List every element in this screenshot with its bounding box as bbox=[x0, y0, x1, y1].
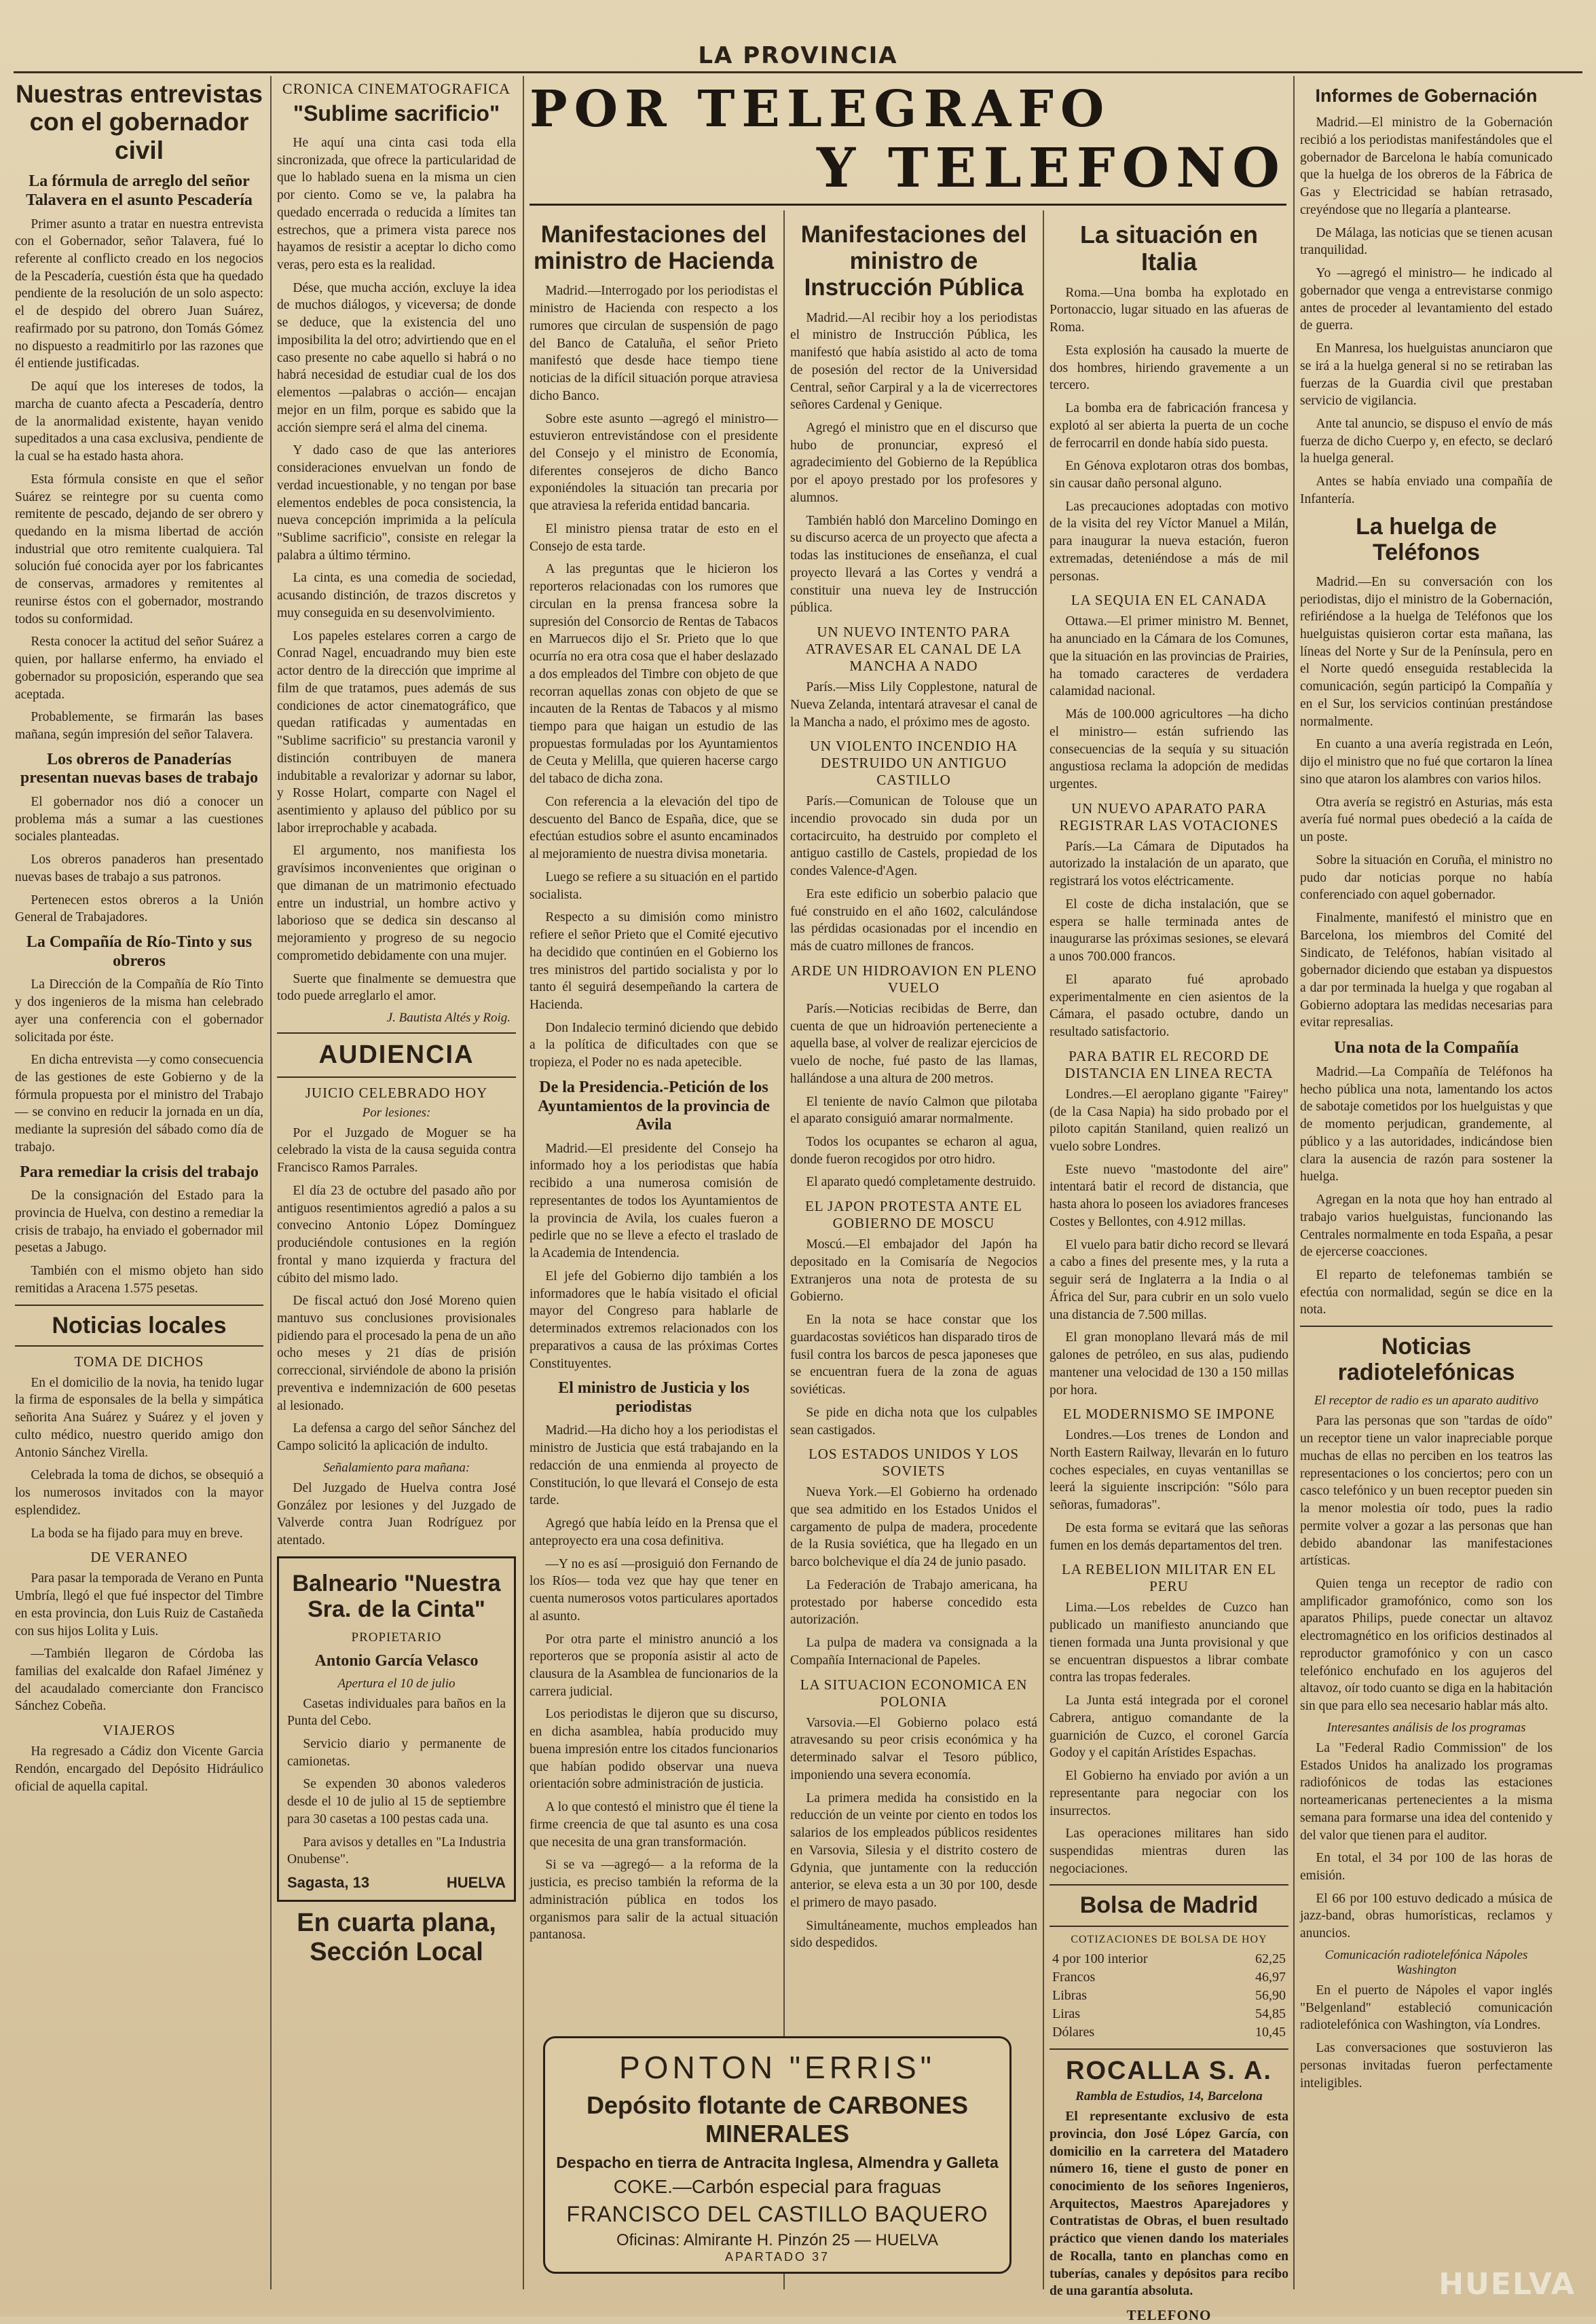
subhead-modernismo: EL MODERNISMO SE IMPONE bbox=[1062, 1406, 1276, 1423]
column-3 bbox=[530, 217, 778, 2296]
paragraph: Con referencia a la elevación del tipo de descuento del Banco de España, dice, que se efectúan estudios sobre el asunto encaminados al mejoramiento de nuestra divisa monetaria. bbox=[530, 794, 778, 862]
subhead-toma-dichos: TOMA DE DICHOS bbox=[74, 1353, 204, 1370]
rate-value: 46,97 bbox=[1255, 1969, 1286, 1985]
paragraph: Yo —agregó el ministro— he indicado al gobernador que venga a entrevistarse conmigo antes de proceder al levantamiento del estado de guerra. bbox=[1300, 266, 1553, 333]
paragraph: He aquí una cinta casi toda ella sincronizada, que ofrece la particularidad de que lo hablado suena en la misma un cien por ciento. Como se ve, la palabra ha quedado encerrada o reducida a límites tan estrechos, que a primera vista parece nos hayamos de resistir a aceptar lo dicho como veras, pero esta es la realidad. bbox=[277, 135, 516, 272]
subhead-canal-mancha: UN NUEVO INTENTO PARA ATRAVESAR EL CANAL DE LA MANCHA A NADO bbox=[805, 624, 1022, 675]
paragraph: Sobre la situación en Coruña, el ministro no pudo dar noticias porque no había conferenciado con aquel gobernador. bbox=[1300, 852, 1553, 903]
paragraph: Si se va —agregó— a la reforma de la justicia, es preciso también la reforma de la administración pública en todos los organismos para salir de la actual situación pantanosa. bbox=[530, 1858, 778, 1943]
ad-ponton-title: PONTON "ERRIS" bbox=[619, 2050, 935, 2085]
paragraph: El gran monoplano llevará más de mil galones de petróleo, en sus alas, pudiendo mantener una velocidad de 130 a 150 millas por hora. bbox=[1050, 1330, 1288, 1398]
paragraph: La primera medida ha consistido en la reducción de un veinte por ciento en todos los salarios de los empleados públicos residentes en Varsovia, Silesia y el distrito costero de Gdynia, que juntamente con la reducción anterior, se eleva esta a un 30 por 100, desde el primero de mayo pasado. bbox=[790, 1791, 1037, 1910]
headline-noticias-locales: Noticias locales bbox=[52, 1312, 227, 1338]
paragraph: De aquí que los intereses de todos, la marcha de cuanto afecta a Pescadería, dentro de la anormalidad existente, hayan venido supeditados a una casa exclusiva, pendiente de la cual se ha estado hasta ahora. bbox=[15, 379, 263, 464]
section-rule bbox=[1050, 2048, 1288, 2050]
paragraph: El coste de dicha instalación, que se espera se halle terminada antes de inaugurarse las próximas sesiones, se elevará a unos 700.000 francos. bbox=[1050, 897, 1288, 964]
ad-rocalla-title: ROCALLA S. A. bbox=[1066, 2056, 1272, 2085]
ad-ponton-erris bbox=[543, 2036, 1012, 2274]
banner-rule bbox=[530, 204, 1286, 206]
paragraph: Los periodistas le dijeron que su discurso, en dicha asamblea, había producido muy buena impresión entre los citados funcionarios que habían podido observar una nueva orientación sobre administración de justicia. bbox=[530, 1707, 778, 1792]
bolsa-table bbox=[1050, 1950, 1288, 2042]
paragraph: El aparato quedó completamente destruido. bbox=[806, 1175, 1036, 1190]
paragraph: Simultáneamente, muchos empleados han sido despedidos. bbox=[790, 1918, 1037, 1951]
ad-balneario-city: HUELVA bbox=[446, 1874, 506, 1892]
paragraph: Era este edificio un soberbio palacio que fué construido en el año 1602, calculándose las pérdidas ocasionadas por el incendio en más de cuatro millones de francos. bbox=[790, 886, 1037, 954]
subhead-analisis: Interesantes análisis de los programas bbox=[1326, 1720, 1526, 1735]
paragraph: El día 23 de octubre del pasado año por antiguos resentimientos agredió a palos a su convecino Antonio López Domínguez produciéndole contusiones en la región frontal y mano izquierda y fractura del cúbito del mismo lado. bbox=[277, 1183, 516, 1286]
running-head: LA PROVINCIA bbox=[698, 42, 898, 69]
paragraph: París.—Comunican de Tolouse que un incendio provocado sin duda por un cortacircuito, ha destruido por completo el antiguo castillo de Castels, propiedad de los condes Valence-d'Agen. bbox=[790, 794, 1037, 879]
section-rule bbox=[1300, 1326, 1553, 1327]
column-divider bbox=[1293, 76, 1295, 2289]
bolsa-subtitle: COTIZACIONES DE BOLSA DE HOY bbox=[1071, 1933, 1267, 1945]
paragraph: A lo que contestó el ministro que él tiene la firme creencia de que tal asunto es una cosa que necesita de una gran transformación. bbox=[530, 1800, 778, 1850]
ad-balneario-title: Balneario "Nuestra Sra. de la Cinta" bbox=[292, 1570, 501, 1622]
paragraph: Londres.—Los trenes de London and North Eastern Railway, llevarán en lo futuro coches especiales, en cuyas ventanillas se leerá la siguiente inscripción: "Sólo para señoras, fumadoras". bbox=[1050, 1428, 1288, 1513]
rate-label: 4 por 100 interior bbox=[1052, 1951, 1148, 1966]
paragraph: Del Juzgado de Huelva contra José González por lesiones y del Juzgado de Valverde contra Juan Rodríguez por atentado. bbox=[277, 1480, 516, 1548]
ad-ponton-line: Despacho en tierra de Antracita Inglesa, Almendra y Galleta bbox=[556, 2154, 999, 2171]
paragraph: El 66 por 100 estuvo dedicado a música de jazz-band, obras humorísticas, reclamos y anuncios. bbox=[1300, 1891, 1553, 1941]
paragraph: Luego se refiere a su situación en el partido socialista. bbox=[530, 869, 778, 902]
paragraph: Pertenecen estos obreros a la Unión General de Trabajadores. bbox=[15, 893, 263, 925]
rate-value: 54,85 bbox=[1255, 2006, 1286, 2021]
paragraph: Sobre este asunto —agregó el ministro— estuvieron entrevistándose con el presidente del Consejo y el ministro de Economía, diferentes consejeros de dicho Banco exponiéndoles la situación tan precaria por que atraviesa la referida entidad bancaria. bbox=[530, 411, 778, 514]
banner-line-1: POR TELEGRAFO bbox=[530, 80, 1111, 138]
rate-label: Francos bbox=[1052, 1969, 1096, 1985]
ad-balneario-line: Casetas individuales para baños en la Punta del Cebo. bbox=[287, 1696, 506, 1729]
paragraph: Por el Juzgado de Moguer se ha celebrado la vista de la causa seguida contra Francisco Ramos Parrales. bbox=[277, 1125, 516, 1176]
paragraph: Madrid.—El ministro de la Gobernación recibió a los periodistas manifestándoles que el gobernador de Barcelona le había comunicado que la huelga de los obreros de la Fábrica de Gas y Electricidad se habían retrasado, creyéndose que no llegaría a plantearse. bbox=[1300, 115, 1553, 217]
rate-label: Liras bbox=[1052, 2006, 1081, 2021]
paragraph: Este nuevo "mastodonte del aire" intentará batir el record de distancia, que hasta ahora lo poseen los aviadores franceses Costes y Bellontes, con 4.912 millas. bbox=[1050, 1162, 1288, 1229]
paragraph: La Junta está integrada por el coronel Cabrera, antiguo comandante de la guarnición de Cuzco, el coronel García Godoy y el capitán Arístides Espachas. bbox=[1050, 1693, 1288, 1761]
subhead-juicio: JUICIO CELEBRADO HOY bbox=[305, 1084, 488, 1101]
column-divider bbox=[783, 210, 785, 2289]
header-rule bbox=[14, 71, 1582, 73]
subhead-lesiones: Por lesiones: bbox=[362, 1105, 431, 1120]
headline-gobernador: Nuestras entrevistas con el gobernador civil bbox=[15, 80, 263, 164]
subhead-panaderias: Los obreros de Panaderías presentan nuevas bases de trabajo bbox=[20, 750, 259, 787]
headline-audiencia: AUDIENCIA bbox=[318, 1041, 475, 1070]
paragraph: Madrid.—Al recibir hoy a los periodistas el ministro de Instrucción Pública, les manifestó que había asistido al acto de toma de posesión del rector de la Universidad Central, señor Carpiral y a la de vicerrectores señores Cardenal y Genique. bbox=[790, 310, 1037, 413]
ad-cuarta-plana: En cuarta plana, Sección Local bbox=[297, 1909, 496, 1966]
section-cronica: CRONICA CINEMATOGRAFICA bbox=[282, 80, 511, 97]
paragraph: De esta forma se evitará que las señoras fumen en los demás departamentos del tren. bbox=[1050, 1520, 1288, 1553]
paragraph: Agregan en la nota que hoy han entrado al trabajo varios huelguistas, funcionando las Centrales normalmente en toda España, a pesar de ejercerse coacciones. bbox=[1300, 1193, 1553, 1260]
paragraph: El vuelo para batir dicho record se llevará a cabo a fines del presente mes, y la ruta a seguir será de Inglaterra a la India o al África del Sur, para cubrir en un solo vuelo una distancia de 7.500 millas. bbox=[1050, 1237, 1288, 1322]
paragraph: Madrid.—En su conversación con los periodistas, dijo el ministro de la Gobernación, refiriéndose a la huelga de Teléfonos que los huelguistas quisieron cortar esta mañana, las líneas del Norte y Sur de la Península, pero en el Norte quedó enseguida restablecida la comunicación, según participó la Compañía y en el Sur, los servicios continúan prestándose normalmente. bbox=[1300, 574, 1553, 729]
rate-value: 56,90 bbox=[1255, 1987, 1286, 2003]
column-divider bbox=[523, 76, 524, 2289]
paragraph: Respecto a su dimisión como ministro refiere el señor Prieto que el Comité ejecutivo ha decidido que continúen en el Gobierno los tres ministros del partido socialista y por lo tanto él seguirá desempeñando la cartera de Hacienda. bbox=[530, 910, 778, 1013]
subhead-incendio: UN VIOLENTO INCENDIO HA DESTRUIDO UN ANTIGUO CASTILLO bbox=[809, 738, 1018, 789]
paragraph: La cinta, es una comedia de sociedad, acusando distinción, de trazos discretos y muy conseguida en su desenvolvimiento. bbox=[277, 571, 516, 620]
paragraph: De la consignación del Estado para la provincia de Huelva, con destino a remediar la crisis de trabajo, ha enviado el gobernador mil pesetas a Jabugo. bbox=[15, 1188, 263, 1256]
paragraph: Agregó que había leído en la Prensa que el anteproyecto era una cosa definitiva. bbox=[530, 1516, 778, 1548]
paragraph: En el puerto de Nápoles el vapor inglés "Belgenland" estableció comunicación radiotelefónica con Washington, vía Londres. bbox=[1300, 1983, 1553, 2033]
paragraph: Roma.—Una bomba ha explotado en Portonaccio, lugar situado en las afueras de Roma. bbox=[1050, 285, 1288, 335]
ad-rocalla-phone: TELEFONO bbox=[1126, 2307, 1212, 2324]
subhead-nota-compania: Una nota de la Compañía bbox=[1333, 1038, 1519, 1057]
subhead-napoles: Comunicación radiotelefónica Nápoles Washington bbox=[1324, 1947, 1528, 1977]
paragraph: Las precauciones adoptadas con motivo de la visita del rey Víctor Manuel a Milán, para inaugurar la nueva estación, fueron extremadas, deteniéndose a más de mil personas. bbox=[1050, 499, 1288, 584]
subhead-sequia: LA SEQUIA EN EL CANADA bbox=[1071, 592, 1267, 609]
subhead-viajeros: VIAJEROS bbox=[103, 1722, 176, 1739]
paragraph: Probablemente, se firmarán las bases mañana, según impresión del señor Talavera. bbox=[15, 710, 263, 743]
ad-balneario-line: Se expenden 30 abonos valederos desde el 10 de julio al 15 de septiembre para 30 casetas a 100 pestas cada una. bbox=[287, 1777, 506, 1826]
headline-gobernacion: Informes de Gobernación bbox=[1315, 86, 1538, 106]
rate-value: 62,25 bbox=[1255, 1951, 1286, 1966]
table-row bbox=[1050, 1987, 1288, 2005]
subhead-polonia: LA SITUACION ECONOMICA EN POLONIA bbox=[800, 1676, 1028, 1710]
subhead-estados-unidos: LOS ESTADOS UNIDOS Y LOS SOVIETS bbox=[808, 1446, 1020, 1480]
section-rule bbox=[15, 1345, 263, 1347]
ad-balneario-address: Sagasta, 13 bbox=[287, 1874, 370, 1892]
paragraph: La defensa a cargo del señor Sánchez del Campo solicitó la aplicación de indulto. bbox=[277, 1421, 516, 1454]
section-rule bbox=[1050, 1884, 1288, 1886]
paragraph: Lima.—Los rebeldes de Cuzco han publicado un manifiesto anunciando que tienen formada una Junta provisional y que se encuentran dispuestos a librar combate contra las tropas federales. bbox=[1050, 1600, 1288, 1685]
subhead-senalamiento: Señalamiento para mañana: bbox=[322, 1460, 470, 1475]
paragraph: En total, el 34 por 100 de las horas de emisión. bbox=[1300, 1851, 1553, 1883]
column-5 bbox=[1050, 217, 1288, 2324]
paragraph: París.—Miss Lily Copplestone, natural de Nueva Zelanda, intentará atravesar el canal de la Mancha a nado, el próximo mes de agosto. bbox=[790, 680, 1037, 730]
ad-balneario-opening: Apertura el 10 de julio bbox=[337, 1676, 456, 1691]
paragraph: Madrid.—Interrogado por los periodistas el ministro de Hacienda con respecto a los rumores que circulan de suspensión de pago del Banco de Cataluña, el señor Prieto manifestó que desde hace tiempo tiene noticias de la difícil situación porque atraviesa dicho Banco. bbox=[530, 284, 778, 403]
section-rule bbox=[277, 1076, 516, 1078]
subhead-pescaderia: La fórmula de arreglo del señor Talavera en el asunto Pescadería bbox=[26, 172, 253, 209]
paragraph: Don Indalecio terminó diciendo que debido a la política de dificultades con que se tropieza, el Poder no es nada apetecible. bbox=[530, 1020, 778, 1070]
subhead-presidencia: De la Presidencia.-Petición de los Ayuntamientos de la provincia de Avila bbox=[538, 1078, 770, 1134]
table-row bbox=[1050, 2005, 1288, 2023]
paragraph: Ha regresado a Cádiz don Vicente Garcia Rendón, encargado del Depósito Hidráulico oficial de aquella capital. bbox=[15, 1744, 263, 1794]
table-row bbox=[1050, 2023, 1288, 2042]
paragraph: Varsovia.—El Gobierno polaco está atravesando su peor crisis económica y ha determinado salvar el Tesoro público, imponiendo una severa economía. bbox=[790, 1715, 1037, 1782]
ad-ponton-line: COKE.—Carbón especial para fraguas bbox=[613, 2176, 942, 2197]
subhead-crisis-trabajo: Para remediar la crisis del trabajo bbox=[20, 1163, 259, 1181]
paragraph: Esta fórmula consiste en que el señor Suárez se reintegre por su cuenta como remitente de pescado, dejando de ser obrero y quedando en la misma libertad de acción industrial que otro remitente cualquiera. Tal solución fué conocida ayer por los fabricantes de conservas, armadores y remitentes al reunirse éstos con el gobernador, mostrando todos su conformidad. bbox=[15, 472, 263, 626]
paragraph: El aparato fué aprobado experimentalmente en cien asientos de la Cámara, el pasado octubre, dando un resultado satisfactorio. bbox=[1050, 972, 1288, 1040]
paragraph: El ministro piensa tratar de esto en el Consejo de esta tarde. bbox=[530, 521, 778, 554]
paragraph: También con el mismo objeto han sido remitidas a Aracena 1.575 pesetas. bbox=[15, 1264, 263, 1296]
paragraph: Todos los ocupantes se echaron al agua, donde fueron recogidos por otro hidro. bbox=[790, 1135, 1037, 1167]
subhead-justicia: El ministro de Justicia y los periodistas bbox=[558, 1379, 749, 1416]
banner bbox=[530, 80, 1286, 209]
ad-balneario-line: Servicio diario y permanente de camionetas. bbox=[287, 1737, 506, 1769]
paragraph: El gobernador nos dió a conocer un problema más a sumar a las cuestiones sociales planteadas. bbox=[15, 794, 263, 844]
subhead-hidroavion: ARDE UN HIDROAVION EN PLENO VUELO bbox=[790, 962, 1037, 996]
paragraph: Más de 100.000 agricultores —ha dicho el ministro— están sufriendo las consecuencias de la sequía y su situación angustiosa reclama la adopción de medidas urgentes. bbox=[1050, 707, 1288, 791]
paragraph: La Federación de Trabajo americana, ha protestado por haberse concedido esta autorización. bbox=[790, 1577, 1037, 1628]
paragraph: En dicha entrevista —y como consecuencia de las gestiones de este Gobierno y de la fórmula propuesta por el ministro del Trabajo— se convino en reducir la jornada en un día, mediante la supresión del sábado como día de trabajo. bbox=[15, 1053, 263, 1155]
paragraph: Madrid.—Ha dicho hoy a los periodistas el ministro de Justicia que está trabajando en la redacción de una enmienda al proyecto de Constitución, lo que llevará el Consejo de esta tarde. bbox=[530, 1423, 778, 1508]
paragraph: Suerte que finalmente se demuestra que todo puede arreglarlo el amor. bbox=[277, 971, 516, 1004]
paragraph: —También llegaron de Córdoba las familias del exalcalde don Rafael Jiménez y del acaudalado comerciante don Francisco Sánchez Cobeña. bbox=[15, 1647, 263, 1714]
paragraph: Nueva York.—El Gobierno ha ordenado que sea admitido en los Estados Unidos el cargamento de pulpa de madera, procedente de la Rusia soviética, que ha llegado en un barco bolchevique el día 24 de junio pasado. bbox=[790, 1485, 1037, 1570]
paragraph: Londres.—El aeroplano gigante "Fairey" (de la Casa Napia) ha sido probado por el piloto capitán Staniland, quien realizó un vuelo sobre Londres. bbox=[1050, 1087, 1288, 1154]
subhead-receptor: El receptor de radio es un aparato auditivo bbox=[1314, 1393, 1539, 1408]
byline: J. Bautista Altés y Roig. bbox=[386, 1011, 511, 1026]
ad-ponton-subtitle: Depósito flotante de CARBONES MINERALES bbox=[586, 2091, 969, 2148]
headline-sublime-sacrificio: "Sublime sacrificio" bbox=[293, 101, 500, 126]
paragraph: Celebrada la toma de dichos, se obsequió a los numerosos invitados con la mayor esplendidez. bbox=[15, 1468, 263, 1518]
paragraph: Moscú.—El embajador del Japón ha depositado en la Comisaría de Negocios Extranjeros una nota de protesta de su Gobierno. bbox=[790, 1237, 1037, 1305]
paragraph: Ante tal anuncio, se dispuso el envío de más fuerza de dicho Cuerpo y, en efecto, se declaró la huelga general. bbox=[1300, 416, 1553, 466]
section-rule bbox=[277, 1032, 516, 1034]
ad-ponton-owner: FRANCISCO DEL CASTILLO BAQUERO bbox=[566, 2202, 988, 2226]
section-rule bbox=[15, 1305, 263, 1306]
headline-instruccion: Manifestaciones del ministro de Instrucción Pública bbox=[800, 221, 1027, 301]
ad-rocalla-address: Rambla de Estudios, 14, Barcelona bbox=[1075, 2089, 1263, 2104]
paragraph: En cuanto a una avería registrada en León, dijo el ministro que no fué que cortaron la línea sino que ataron los alambres con varios hilos. bbox=[1300, 737, 1553, 787]
table-row bbox=[1050, 1950, 1288, 1968]
paragraph: El teniente de navío Calmon que pilotaba el aparato consiguió amarar normalmente. bbox=[790, 1094, 1037, 1127]
paragraph: Finalmente, manifestó el ministro que en Barcelona, los miembros del Comité del Sindicato, de Teléfonos, habían visitado al gobernador diciendo que estaban ya dispuestos a dar por terminada la huelga y que rogaban al Gobierno adoptara las medidas necesarias para evitar represalias. bbox=[1300, 911, 1553, 1030]
column-divider bbox=[1043, 210, 1044, 2289]
paragraph: Para las personas que son "tardas de oído" un receptor tiene un valor inapreciable porque muchas de ellas no perciben en los teatros las representaciones o los conciertos; pero con un casco telefónico y un buen receptor pueden sin la menor molestia oír todo, pues la radio permite volver a gozar a las personas que han debido abandonar las manifestaciones artísticas. bbox=[1300, 1414, 1553, 1569]
paragraph: El Gobierno ha enviado por avión a un representante para negociar con los insurrectos. bbox=[1050, 1769, 1288, 1818]
paragraph: En Génova explotaron otras dos bombas, sin causar daño personal alguno. bbox=[1050, 459, 1288, 491]
paragraph: La "Federal Radio Commission" de los Estados Unidos ha analizado los programas radiofónicos de todas las estaciones norteamericanas pertenecientes a la misma semana para formarse una idea del contenido y del valor que tienen para el auditor. bbox=[1300, 1740, 1553, 1843]
paragraph: Otra avería se registró en Asturias, más esta avería fué normal pues obedeció a la caída de un poste. bbox=[1300, 795, 1553, 845]
paragraph: Ottawa.—El primer ministro M. Bennet, ha anunciado en la Cámara de los Comunes, que la situación en las provincias de Prairies, ha tomado caracteres de verdadera calamidad nacional. bbox=[1050, 614, 1288, 699]
paragraph: París.—Noticias recibidas de Berre, dan cuenta de que un hidroavión perteneciente a aquella base, al volver de realizar ejercicios de vuelo de noche, fué pasto de las llamas, hallándose a una altura de 200 metros. bbox=[790, 1001, 1037, 1086]
paragraph: Para pasar la temporada de Verano en Punta Umbría, llegó el que fué inspector del Timbre en esta provincia, don Luis Ruiz de Castañeda con sus hijos Lolita y Luis. bbox=[15, 1571, 263, 1638]
paragraph: —Y no es así —prosiguió don Fernando de los Ríos— toda vez que hay que tener en cuenta numerosos votos particulares aportados al asunto. bbox=[530, 1556, 778, 1624]
paragraph: La pulpa de madera va consignada a la Compañía Internacional de Papeles. bbox=[790, 1636, 1037, 1668]
subhead-huelga-telefonos: La huelga de Teléfonos bbox=[1356, 513, 1497, 565]
paragraph: Agregó el ministro que en el discurso que hubo de pronunciar, expresó el agradecimiento del Gobierno de la República por el apoyo prestado por los profesores y alumnos. bbox=[790, 420, 1037, 505]
rate-label: Dólares bbox=[1052, 2024, 1095, 2040]
paragraph: El jefe del Gobierno dijo también a los informadores que le había visitado el oficial mayor del Congreso para hablarle de determinados extremos relacionados con los preparativos a causa de las próximas Cortes Constituyentes. bbox=[530, 1269, 778, 1371]
paragraph: Los obreros panaderos han presentado nuevas bases de trabajo a sus patronos. bbox=[15, 852, 263, 884]
rate-value: 10,45 bbox=[1255, 2024, 1286, 2040]
ad-balneario-owner-label: PROPIETARIO bbox=[351, 1630, 442, 1645]
paragraph: Antes se había enviado una compañía de Infantería. bbox=[1300, 474, 1553, 506]
paragraph: Por otra parte el ministro anunció a los reporteros que se proponía asistir al acto de clausura de la Asamblea de funcionarios de la carrera judicial. bbox=[530, 1632, 778, 1699]
paragraph: Dése, que mucha acción, excluye la idea de muchos diálogos, y viceversa; de donde se deduce, que la existencia del uno imposibilita la del otro; advirtiendo que en el caso presente no cabe aquello si habrá o no habrá necesidad de estudiar cual de los dos elementos —palabras o acción— encajan mejor en un film, porque es sabido que la acción siempre será el alma del cinema. bbox=[277, 280, 516, 435]
archive-watermark: HUELVA bbox=[1439, 2267, 1576, 2302]
banner-line-2: Y TELEFONO bbox=[817, 136, 1286, 200]
paragraph: Madrid.—La Compañía de Teléfonos ha hecho pública una nota, lamentando los actos de sabotaje cometidos por los huelguistas y que de momento perjudican, grandemente, al público y a las autoridades, indicándose bien clara la ausencia de razón para sostener la huelga. bbox=[1300, 1064, 1553, 1184]
paragraph: La Dirección de la Compañía de Río Tinto y dos ingenieros de la misma han celebrado ayer una conferencia con el gobernador solicitada por éste. bbox=[15, 977, 263, 1045]
paragraph: La bomba era de fabricación francesa y explotó al ser abierta la puerta de un coche de ferrocarril en donde había sido puesta. bbox=[1050, 401, 1288, 451]
paragraph: Madrid.—El presidente del Consejo ha informado hoy a los periodistas que había recibido a una numerosa comisión de representantes de todos los Ayuntamientos de la provincia de Avila, los cuales fueron a pedirle que no se lleve a efecto el traslado de la Academia de Intendencia. bbox=[530, 1141, 778, 1261]
paragraph: En el domicilio de la novia, ha tenido lugar la firma de esponsales de la bella y simpática señorita Ana Suárez y Suárez y el joven y culto médico, nuestro querido amigo don Antonio Sánchez Virella. bbox=[15, 1375, 263, 1460]
column-divider bbox=[270, 76, 272, 2289]
subhead-peru: LA REBELION MILITAR EN EL PERU bbox=[1061, 1561, 1277, 1595]
paragraph: El argumento, nos manifiesta los gravísimos inconvenientes que originan o que dimanan de un matrimonio efectuado entre un industrial, un hombre activo y laborioso que se dedica sin descanso al mejoramiento y progreso de su negocio comprometido debidamente con una mujer. bbox=[277, 844, 516, 963]
subhead-veraneo: DE VERANEO bbox=[90, 1549, 188, 1566]
headline-bolsa: Bolsa de Madrid bbox=[1079, 1892, 1259, 1919]
paragraph: El reparto de telefonemas también se efectúa con normalidad, según se dice en la nota. bbox=[1300, 1268, 1553, 1317]
paragraph: Resta conocer la actitud del señor Suárez a quien, por hallarse enfermo, ha enviado el gobernador su proposición, esperando que sea aceptada. bbox=[15, 635, 263, 702]
paragraph: Primer asunto a tratar en nuestra entrevista con el Gobernador, señor Talavera, fué lo referente al conflicto creado en los negocios de la Pescadería, cuestión ésta que ha quedado pendiente de la resolución de un solo aspecto: el de despido del obrero Juan Suárez, reafirmado por su patrono, don Tomás Gómez no dispuesto a readmitirlo por las razones que él entiende justificadas. bbox=[15, 217, 263, 371]
paragraph: Y dado caso de que las anteriores consideraciones envuelvan un fondo de verdad incuestionable, y no tengan por base elementos endebles de poca consistencia, la nueva concepción imprimida a la película "Sublime sacrificio", consiste en relegar la palabra a último término. bbox=[277, 443, 516, 563]
ad-balneario-line: Para avisos y detalles en "La Industria Onubense". bbox=[287, 1835, 506, 1867]
ad-balneario-owner: Antonio García Velasco bbox=[314, 1651, 479, 1670]
paragraph: París.—La Cámara de Diputados ha autorizado la instalación de un aparato, que registrará los votos eléctricamente. bbox=[1050, 839, 1288, 889]
paragraph: Los papeles estelares corren a cargo de Conrad Nagel, encuadrando muy bien este actor dentro de la dirección que imprime al film de que tratamos, pues además de sus condiciones de actor cinematográfico, que quedan ratificadas y aumentadas en "Sublime sacrificio" su prestancia varonil y distinción contribuyen de manera indubitable a revalorizar y adornar su labor, y Rosse Holart, comparte con Nagel el asentimiento y aplauso del público por su labor irreprochable y acabada. bbox=[277, 629, 516, 836]
ad-balneario-footer bbox=[287, 1874, 506, 1892]
headline-hacienda: Manifestaciones del ministro de Hacienda bbox=[534, 221, 774, 275]
subhead-votaciones: UN NUEVO APARATO PARA REGISTRAR LAS VOTACIONES bbox=[1059, 800, 1279, 833]
paragraph: De Málaga, las noticias que se tienen acusan tranquilidad. bbox=[1300, 225, 1553, 258]
paragraph: También habló don Marcelino Domingo en su discurso acerca de un proyecto que afecta a todas las instituciones de enseñanza, el cual proyecto llevará a las Cortes y vendrá a constituir una nueva ley de Instrucción pública. bbox=[790, 513, 1037, 616]
table-row bbox=[1050, 1968, 1288, 1987]
ad-ponton-apartado: APARTADO 37 bbox=[724, 2250, 830, 2264]
column-4 bbox=[790, 217, 1037, 2025]
ad-balneario bbox=[277, 1556, 516, 1902]
column-6 bbox=[1300, 76, 1553, 2296]
ad-rocalla-body: El representante exclusivo de esta provincia, don José López García, con domicilio en la carretera del Matadero número 16, tiene el gusto de poner en conocimiento de los señores Ingenieros, Arquitectos, Maestros Aparejadores y Contratistas de Obras, el buen resultado práctico que vienen dando los materiales de Rocalla, tanto en planchas como en tuberías, canales y depósitos para recibo de una garantía absoluta. bbox=[1050, 2110, 1288, 2299]
paragraph: Esta explosión ha causado la muerte de dos hombres, hiriendo gravemente a un tercero. bbox=[1050, 343, 1288, 393]
column-1 bbox=[15, 76, 263, 2296]
section-rule bbox=[1050, 1926, 1288, 1927]
column-2 bbox=[277, 76, 516, 2296]
paragraph: De fiscal actuó don José Moreno quien mantuvo sus conclusiones provisionales pidiendo para el procesado la pena de un año ocho meses y 21 días de prisión correccional, sirviéndole de abono la prisión preventiva e indemnización de 600 pesetas al lesionado. bbox=[277, 1294, 516, 1413]
paragraph: Las conversaciones que sostuvieron las personas invitadas fueron perfectamente inteligibles. bbox=[1300, 2041, 1553, 2091]
paragraph: Se pide en dicha nota que los culpables sean castigados. bbox=[790, 1405, 1037, 1438]
ad-ponton-address: Oficinas: Almirante H. Pinzón 25 — HUELVA bbox=[616, 2231, 938, 2249]
headline-italia: La situación en Italia bbox=[1079, 221, 1259, 276]
paragraph: Las operaciones militares han sido suspendidas mientras duren las negociaciones. bbox=[1050, 1826, 1288, 1876]
headline-radiotelefonicas: Noticias radiotelefónicas bbox=[1337, 1334, 1515, 1386]
paragraph: A las preguntas que le hicieron los reporteros relacionadas con los rumores que circulan en la prensa francesa sobre la supresión del Consorcio de Rentas de Tabacos en Marruecos dijo el Sr. Prieto que lo que ocurría no era otra cosa que el haber deslazado a dos empleados del Timbre con objeto de que recorran aquellas zonas con objeto de que se incauten de la Rentas de Tabacos y al mismo tiempo para que haigan un estudio de las propuestas formuladas por los Ayuntamientos de Ceuta y Melilla, que quieren hacerse cargo del tabaco de dicha zona. bbox=[530, 562, 778, 787]
paragraph: La boda se ha fijado para muy en breve. bbox=[31, 1526, 243, 1541]
paragraph: Quien tenga un receptor de radio con amplificador gramofónico, como son los aparatos Philips, puede conectar un altavoz electromagnético en los orificios destinados al reproductor gramofónico y con un casco telefónico enchufado en los agujeros del altavoz, oír todo cuanto se diga en la habitación sin que para ello sea necesario hablar más alto. bbox=[1300, 1576, 1553, 1714]
subhead-rio-tinto: La Compañía de Río-Tinto y sus obreros bbox=[26, 933, 253, 970]
rate-label: Libras bbox=[1052, 1987, 1088, 2003]
subhead-japon: EL JAPON PROTESTA ANTE EL GOBIERNO DE MOSCU bbox=[804, 1198, 1023, 1232]
paragraph: En Manresa, los huelguistas anunciaron que se irá a la huelga general si no se retiraban las fuerzas de la Guardia civil que prestaban servicio de vigilancia. bbox=[1300, 341, 1553, 409]
paragraph: En la nota se hace constar que los guardacostas soviéticos han disparado tiros de fusil contra los barcos de pesca japoneses que se encuentran fuera de la zona de aguas soviéticas. bbox=[790, 1313, 1037, 1398]
subhead-record: PARA BATIR EL RECORD DE DISTANCIA EN LINEA RECTA bbox=[1064, 1047, 1274, 1081]
